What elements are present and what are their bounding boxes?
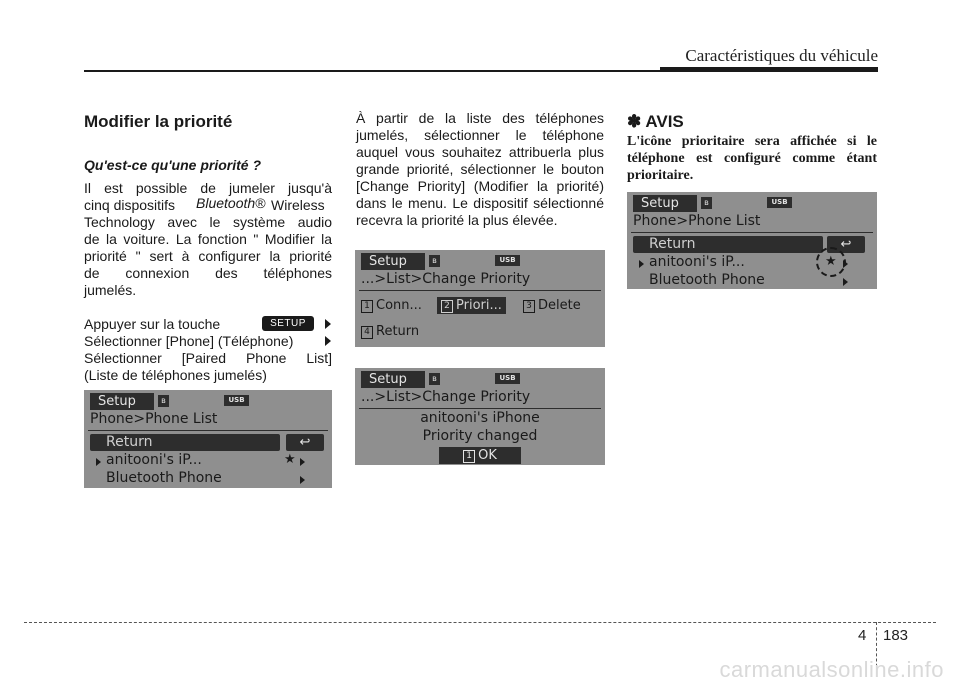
usb-icon: USB	[495, 255, 520, 266]
section-title: Caractéristiques du véhicule	[685, 46, 878, 65]
return-item[interactable]: Return	[90, 434, 280, 451]
screen-setup-tab: Setup	[361, 371, 425, 388]
step-paired-list-fr: (Liste de téléphones jumelés)	[84, 367, 267, 383]
item-arrow-icon	[96, 458, 101, 466]
subheading-what-is-priority: Qu'est-ce qu'une priorité ?	[84, 157, 262, 173]
option-label: Delete	[538, 298, 581, 313]
back-icon[interactable]: ↩	[286, 434, 324, 451]
screen-divider	[359, 290, 601, 291]
option-number: 2	[441, 300, 453, 313]
step-press-key: Appuyer sur la touche	[84, 316, 221, 332]
ok-button[interactable]	[439, 447, 521, 464]
intro-line-7: jumelés.	[84, 282, 137, 298]
step-arrow-icon	[325, 336, 331, 346]
phone-item-anitooni[interactable]: anitooni's iP...	[106, 452, 202, 468]
screen-path: Phone>Phone List	[633, 213, 761, 229]
option-connect[interactable]	[361, 298, 422, 313]
item-arrow-icon	[843, 260, 848, 268]
screen-setup-tab: Setup	[90, 393, 154, 410]
screen-setup-tab: Setup	[633, 195, 697, 212]
changed-message: Priority changed	[422, 428, 538, 444]
bluetooth-icon: ʙ	[701, 197, 712, 209]
option-number: 3	[523, 300, 535, 313]
screen-change-priority	[355, 250, 605, 347]
item-arrow-icon	[300, 458, 305, 466]
option-number: 4	[361, 326, 373, 339]
screen-divider	[88, 430, 328, 431]
item-arrow-icon	[843, 278, 848, 286]
option-delete[interactable]	[523, 298, 581, 313]
changed-phone-name: anitooni's iPhone	[420, 410, 540, 426]
screen-phone-list	[84, 390, 332, 488]
notice-paragraph: L'icône prioritaire sera affichée si le téléphone est configuré comme étant prioritaire.	[627, 134, 877, 183]
notice-heading: ✽ AVIS	[627, 112, 684, 131]
option-number: 1	[361, 300, 373, 313]
chapter-number: 4	[858, 627, 867, 644]
usb-icon: USB	[224, 395, 249, 406]
screen-phone-list-priority	[627, 192, 877, 289]
step-arrow-icon	[325, 319, 331, 329]
option-number: 1	[463, 450, 475, 463]
screen-divider	[359, 408, 601, 409]
heading-modify-priority: Modifier la priorité	[84, 112, 233, 131]
phone-item-bluetooth[interactable]: Bluetooth Phone	[106, 470, 222, 486]
usb-icon: USB	[767, 197, 792, 208]
screen-priority-changed	[355, 368, 605, 465]
option-label: Conn...	[376, 298, 422, 313]
screen-path: ...>List>Change Priority	[361, 389, 531, 405]
setup-key-icon: SETUP	[262, 316, 314, 331]
intro-line-5: priorité " sert à configurer la priorité	[84, 248, 332, 264]
watermark: carmanualsonline.info	[719, 657, 944, 682]
option-return[interactable]	[361, 324, 419, 339]
middle-paragraph: À partir de la liste des téléphones jumelés, sélectionner le téléphone auquel vous souhaitez attribuerla plus grande priorité, sélectionner le bouton [Change Priority] (Modifier la priorité) dans le menu. Le dispositif sélectionné recevra la priorité la plus élevée.	[356, 110, 604, 228]
screen-path: ...>List>Change Priority	[361, 271, 531, 287]
header-rule-accent	[660, 67, 878, 72]
option-label: Return	[376, 324, 420, 339]
option-label: Priori...	[456, 298, 502, 313]
step-select-paired-list: Sélectionner [Paired Phone List]	[84, 350, 332, 366]
intro-line-1: Il est possible de jumeler jusqu'à	[84, 180, 332, 196]
item-arrow-icon	[300, 476, 305, 484]
phone-item-bluetooth[interactable]: Bluetooth Phone	[649, 272, 765, 288]
step-select-phone: Sélectionner [Phone] (Téléphone)	[84, 333, 294, 349]
screen-setup-tab: Setup	[361, 253, 425, 270]
ok-label: OK	[478, 448, 497, 463]
priority-star-icon: ★	[284, 452, 296, 467]
usb-icon: USB	[495, 373, 520, 384]
intro-line-6: de connexion des téléphones	[84, 265, 332, 281]
bluetooth-icon: ʙ	[429, 373, 440, 385]
option-priority[interactable]	[437, 297, 506, 314]
footer-rule	[24, 622, 936, 623]
intro-line-2b: Wireless	[271, 197, 325, 213]
intro-line-3: Technology avec le système audio	[84, 214, 332, 230]
intro-line-4: de la voiture. La fonction " Modifier la	[84, 231, 332, 247]
bluetooth-icon: ʙ	[158, 395, 169, 407]
screen-divider	[631, 232, 873, 233]
phone-item-anitooni[interactable]: anitooni's iP...	[649, 254, 745, 270]
intro-line-2a: cinq dispositifs	[84, 197, 176, 213]
return-item[interactable]: Return	[633, 236, 823, 253]
intro-bluetooth: Bluetooth®	[196, 195, 266, 211]
page-number: 183	[883, 627, 909, 644]
back-icon[interactable]: ↩	[827, 236, 865, 253]
bluetooth-icon: ʙ	[429, 255, 440, 267]
screen-path: Phone>Phone List	[90, 411, 218, 427]
priority-star-icon: ★	[825, 254, 837, 269]
item-arrow-icon	[639, 260, 644, 268]
